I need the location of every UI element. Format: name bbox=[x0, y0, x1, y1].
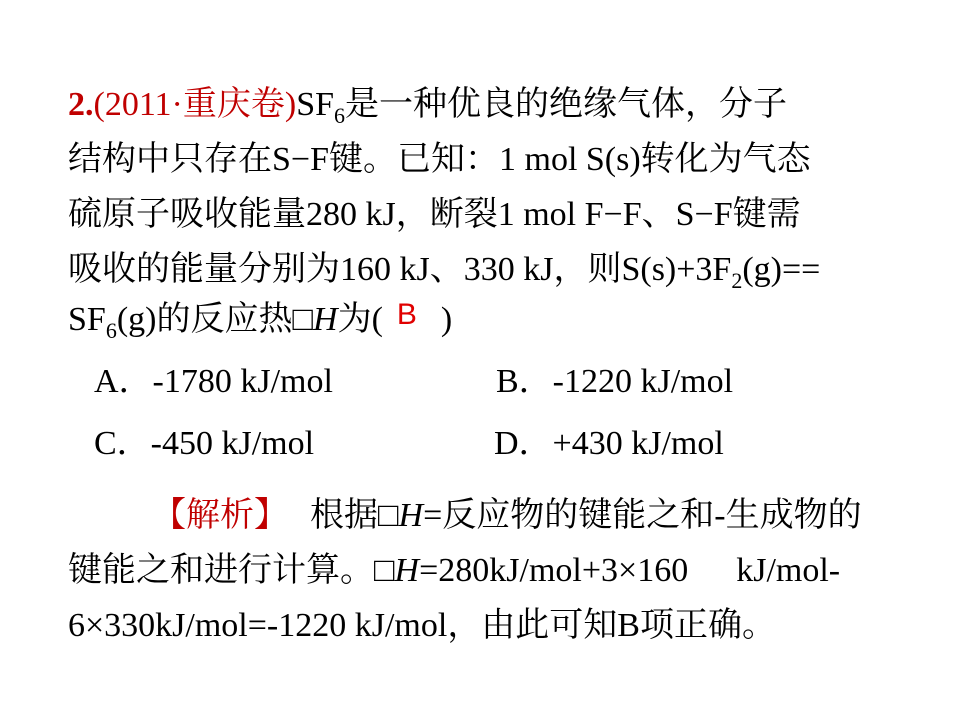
question-text: ) bbox=[440, 301, 453, 338]
question-text: (g)的反应热□ bbox=[116, 301, 314, 338]
question-line-2: 结构中只存在S−F键。已知：1 mol S(s)转化为气态 bbox=[68, 141, 811, 178]
analysis-line-1 bbox=[152, 494, 862, 538]
analysis-line-2 bbox=[68, 549, 840, 593]
question-line-5 bbox=[68, 298, 452, 343]
option-b: B．-1220 kJ/mol bbox=[496, 363, 734, 400]
answer-mark: B bbox=[396, 298, 417, 331]
analysis-tag: 【解析】 bbox=[152, 497, 288, 534]
subscript: 2 bbox=[731, 268, 743, 293]
subscript: 6 bbox=[105, 318, 117, 343]
question-text: SF bbox=[68, 301, 106, 338]
analysis-text: =280kJ/mol+3×160 bbox=[419, 552, 689, 589]
question-line-4 bbox=[68, 248, 820, 292]
question-line-3: 硫原子吸收能量280 kJ，断裂1 mol F−F、S−F键需 bbox=[68, 196, 801, 233]
question-text: SF bbox=[296, 86, 335, 123]
question-text: (g)== bbox=[742, 251, 821, 288]
subscript: 6 bbox=[334, 103, 346, 128]
question-source: (2011·重庆卷) bbox=[93, 86, 297, 123]
analysis-text: 根据□ bbox=[310, 497, 399, 534]
question-line-1 bbox=[68, 83, 787, 127]
option-d: D．+430 kJ/mol bbox=[494, 425, 724, 462]
option-c: C．-450 kJ/mol bbox=[94, 425, 315, 462]
enthalpy-symbol: H bbox=[398, 497, 424, 534]
enthalpy-symbol: H bbox=[394, 552, 420, 589]
enthalpy-symbol: H bbox=[313, 301, 338, 338]
question-number: 2. bbox=[68, 86, 94, 123]
question-text: 吸收的能量分别为160 kJ、330 kJ，则S(s)+3F bbox=[68, 251, 732, 288]
analysis-text: kJ/mol- bbox=[736, 552, 841, 589]
analysis-text: 键能之和进行计算。□ bbox=[68, 552, 395, 589]
question-text: 是一种优良的绝缘气体，分子 bbox=[345, 86, 788, 123]
analysis-text: =反应物的键能之和-生成物的 bbox=[423, 497, 862, 534]
question-text: 为( bbox=[337, 301, 383, 338]
analysis-line-3: 6×330kJ/mol=-1220 kJ/mol，由此可知B项正确。 bbox=[68, 607, 776, 644]
option-a: A．-1780 kJ/mol bbox=[94, 363, 333, 400]
